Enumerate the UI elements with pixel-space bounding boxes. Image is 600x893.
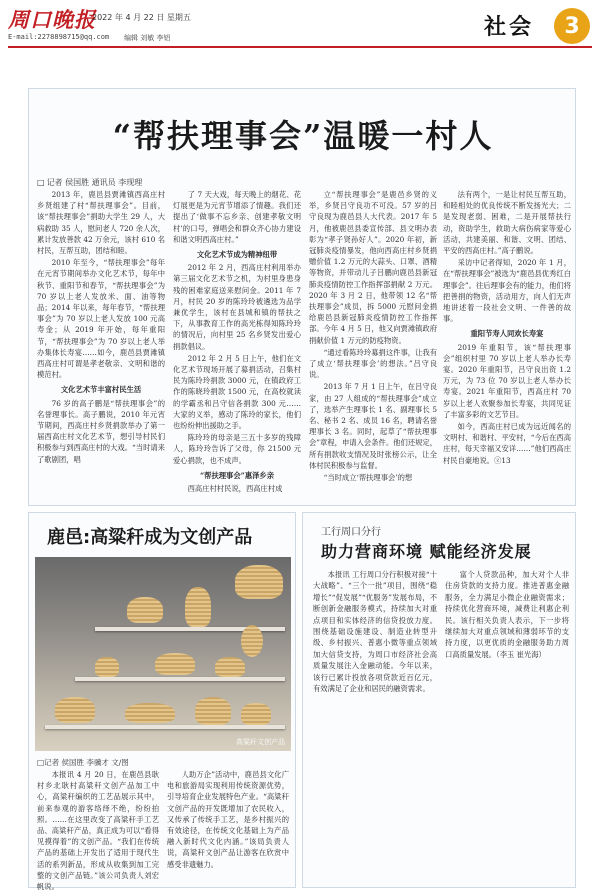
subheading: 文化艺术节丰富村民生活 <box>60 385 142 395</box>
photo-caption: 高粱秆文创产品 <box>236 738 285 746</box>
paragraph: 西高庄村村民说，西高庄村成 <box>187 484 283 494</box>
editors-credit: 编辑 刘敏 李铝 <box>124 34 171 42</box>
story-column-2 <box>445 569 569 660</box>
story-kicker: 工行周口分行 <box>321 527 381 538</box>
subheading: 重阳节寿人同欢长寿宴 <box>470 329 544 339</box>
story-title: 鹿邑:高粱秆成为文创产品 <box>47 527 253 548</box>
paragraph: 本报讯 4 月 20 日，在鹿邑县耿村乡北耿村高粱秆文创产品加工中心，高粱秆编织的工艺品展示其中，前来参观的游客络绎不绝，纷纷拍照。……在这里改变了高粱秆手工艺品、高粱秆产品，真正成为可以“看得见摸得着”的文创产品。“我们在传统产品的基础上开发出了适用于现代生活的系列新品，形成从收集到加工完整的文创产品链。”该公司负责人刘宏帆说。 <box>37 770 159 892</box>
paragraph: 2013 年，鹿邑县贾滩镇西高庄村乡贤组建了村“帮扶理事会”。目前，该“帮扶理事会”捐助大学生 29 人，大病救助 35 人，慰问老人 720 余人次，累计发放善款 42 万余元，该村 610 名村民，互帮互助，团结和睦。 <box>37 190 165 256</box>
story-column-1 <box>37 769 159 892</box>
paragraph: 富个人贷款品种，加大对个人非住房贷款的支持力度。推进普惠金融服务，全力满足小微企业融资需求；持续优化营商环境，减费让利惠企利民。该行相关负责人表示，下一步将继续加大对重点领域和薄弱环节的支持力度，以更优质的金融服务助力周口高质量发展。（李玉 崔光海） <box>445 570 569 659</box>
paragraph: 陈玲玲的母亲是三五十多岁的残障人，陈玲玲告诉了父母，你 21500 元爱心捐款，也不成声。 <box>173 433 301 465</box>
section-title: 社会 <box>484 14 535 40</box>
feature-column-1 <box>37 189 165 466</box>
story-column-1 <box>313 569 437 694</box>
issue-date: 2022 年 4 月 22 日 星期五 <box>92 13 191 22</box>
masthead-divider <box>8 46 592 48</box>
paragraph: 2012 年 2 月，西高庄村利用举办第三届文化艺术节之机，为村里身患身残的困难家庭送来慰问金。2011 年 7 月，村民 20 岁的陈玲玲被遴选为品学兼优学生，该村在县城和镇的帮扶之下，从事教育工作的高光栋得知陈玲玲的情况后，向村里 25 名乡贤发出爱心捐款倡议。 <box>173 263 301 351</box>
page-number-badge: 3 <box>554 8 590 44</box>
subheading: “帮扶理事会”惠泽乡亲 <box>199 470 275 480</box>
story-column-2 <box>167 769 289 870</box>
paragraph: 人助万企”活动中，鹿邑县文化广电和旅游局实现利用传统资源优势，引导培育企业发展特色产业。“高粱秆文创产品的开发既增加了农民收入，又传承了传统手工艺，是乡村振兴的有效途径，在传统文化基础上为产品融入新时代文化内涵。”该局负责人说，高粱秆文创产品让游客在欣赏中感受非遗魅力。 <box>167 770 289 869</box>
contact-email[interactable]: E-mail:2278898715@qq.com <box>8 33 110 41</box>
feature-column-4 <box>443 189 571 467</box>
feature-column-2 <box>173 189 301 495</box>
masthead <box>0 0 600 68</box>
newspaper-logo: 周口晚报 <box>8 7 96 32</box>
paragraph: 如今，西高庄村已成为远近闻名的文明村、和谐村、平安村，“今后在西高庄村，每天幸福又安详……”他们西高庄村民自豪地说。ⓩ13 <box>443 422 571 465</box>
story-icbc-zhoukou <box>302 512 576 888</box>
feature-byline: □ 记者 侯国胜 通讯员 李现理 <box>37 177 142 188</box>
paragraph: “通过看陈玲玲募捐这件事，让我有了成立‘帮扶理事会’的想法。”吕守良说。 <box>309 347 437 380</box>
paragraph: “当时成立‘帮扶理事会’的想 <box>323 473 413 483</box>
paragraph: 了 7 天大戏，每天晚上的烟花、花灯展更是为元宵节增添了情趣。我们还提出了‘做事不忘乡亲、创建孝敬文明村’的口号，弹唱会和群众齐心协力建设和谐文明西高庄村。” <box>173 190 301 244</box>
paragraph: 2013 年 7 月 1 日上午，在吕守良家，由 27 人组成的“帮扶理事会”成立了，选举产生理事长 1 名、副理事长 5 名、秘书 2 名、成员 16 名，聘请名誉理事长 3 名。同时，起草了“帮扶理事会”章程，申请入会条件。他们还规定，所有捐款收支情况及时张榜公示，让全体村民积极参与监督。 <box>309 382 437 470</box>
paragraph: 76 岁的高子鹏是“帮扶理事会”的名誉理事长。高子鹏说，2010 年元宵节期间，西高庄村乡贤捐款举办了第一届西高庄村文化艺术节，想引导村民们积极参与到西高庄村的大戏。“当时请来了歌剧团，唱 <box>37 398 165 464</box>
feature-column-3 <box>309 189 437 484</box>
sorghum-crafts-photo <box>35 557 291 751</box>
story-title: 助力营商环境 赋能经济发展 <box>321 542 532 561</box>
feature-story <box>28 88 576 506</box>
paragraph: 采访中记者得知，2020 年 1 月，在“帮扶理事会”被选为“鹿邑县优秀红白理事会”。往后理事会有的能力，他们将把善捐的物资，活动用方，向人们无声地讲述着一段社会文明、一件善的故事。 <box>443 258 571 324</box>
story-sorghum-crafts <box>28 512 296 892</box>
feature-headline: “帮扶理事会”温暖一村人 <box>112 117 494 155</box>
paragraph: 立“帮扶理事会”是鹿邑乡贤的义举，乡贤吕守良功不可没。57 岁的吕守良现为鹿邑县人大代表。2017 年 5 月，他被鹿邑县委宣传部、县文明办表彰为“孝子贤孙好人”。2020 年初，新冠肺炎疫情暴发，他向西高庄村乡贤捐赠价值 1.2 万元的大蒜头、口罩、酒精等物资，并带动儿子吕鹏向鹿邑县新冠肺炎疫情防控工作指挥部捐献 2 万元。2020 年 3 月 2 日，他带领 12 名“帮扶理事会”成员，拆 5000 元慰问金捐给鹿邑县新冠肺炎疫情防控工作指挥部。今年 4 月 5 日，他又向贾滩镇政府捐献价值 1 万元的防疫物资。 <box>309 190 438 345</box>
paragraph: 法有两个，一是让村民互帮互助，和睦相处的优良传统不断发扬光大；二是发现老弱、困难，二是开展帮扶行动，资助学生，救助大病伤病家等爱心活动，共建美丽、和谐、文明、团结、平安的西高庄村。”高子鹏说。 <box>443 190 571 256</box>
paragraph: 本报讯 工行周口分行积极对接“十大战略”、“三个一批”项目，围绕“稳增长”“促发展”“优服务”发展布局，不断创新金融服务模式，持续加大对重点项目和实体经济的信贷投放力度。围绕基础设施建设、制造业转型升级、乡村振兴、普惠小微等重点领域加大信贷支持，为周口市经济社会高质量发展注入金融动能。今年以来，该行已累计投放各项贷款近百亿元，有效满足了企业和居民的融资需求。 <box>313 570 437 694</box>
paragraph: 2012 年 2 月 5 日上午，他们在文化艺术节现场开展了募捐活动，召集村民为陈玲玲捐款 3000 元，在镇政府工作的陈晓玲捐款 1500 元，在高校就读的学霸丞和吕守信各捐款 300 元……大家的义举，感动了陈玲的家长，他们也纷纷伸出援助之手。 <box>173 353 301 431</box>
story-byline: □记者 侯国胜 李骥才 文/图 <box>37 758 129 767</box>
paragraph: 2010 年至今，“帮扶理事会”每年在元宵节期间举办文化艺术节，每年中秋节、重阳节和春节，“帮扶理事会”为 70 岁以上老人发放米、面、油等物品；2014 年以来，每年春节，“帮扶理事会”为 70 岁以上老人发放 100 元高寿金；从 2019 年开始，每年重阳节，“帮扶理事会”为 70 岁以上老人举办集体长寿宴……如今，鹿邑县贾滩镇西高庄村可谓是孝老敬亲、文明和谐的模范村。 <box>37 258 165 380</box>
paragraph: 2019 年重阳节，该“帮扶理事会”组织村里 70 岁以上老人举办长寿宴。2020 年重阳节，吕守良出资 1.2 万元，为 73 位 70 岁以上老人举办长寿宴。2021 年重阳节，西高庄村 70 岁以上老人欢聚参加长寿宴，共同见证了丰富多彩的文艺节目。 <box>443 342 571 419</box>
subheading: 文化艺术节成为精神纽带 <box>196 250 278 260</box>
